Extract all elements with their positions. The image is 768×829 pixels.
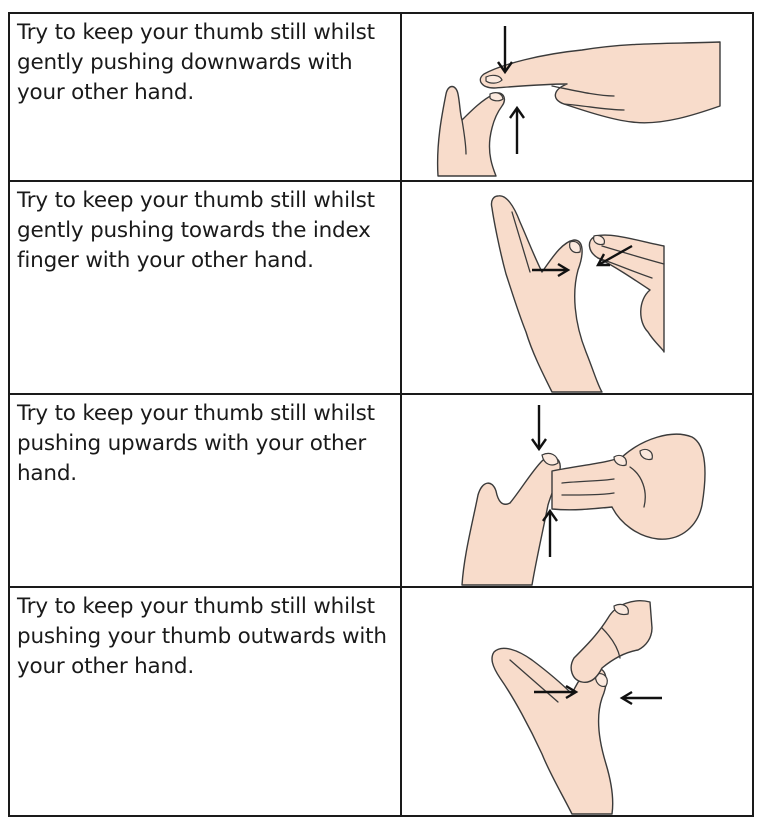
exercise-table [8, 12, 754, 817]
exercise-row [9, 394, 753, 587]
pressing-hand [571, 601, 652, 683]
illustration-cell [401, 587, 753, 816]
illustration-cell [401, 394, 753, 587]
hand-illustration [402, 588, 752, 815]
illustration-cell [401, 181, 753, 394]
pressing-hand [589, 235, 664, 352]
exercise-row [9, 13, 753, 181]
hand-illustration [402, 14, 752, 180]
pressing-hand [552, 434, 705, 539]
arrow-left-icon [622, 692, 662, 704]
arrow-up-icon [510, 108, 524, 154]
thumb-hand [462, 457, 560, 585]
instruction-cell [9, 587, 401, 816]
instruction-text: Try to keep your thumb still whilst gently pushing towards the index finger with your other hand. [17, 188, 375, 273]
hand-illustration [402, 182, 752, 393]
exercise-row [9, 587, 753, 816]
arrow-up-icon [543, 511, 557, 557]
illustration-cell [401, 13, 753, 181]
hand-illustration [402, 395, 752, 586]
thumb-hand [491, 196, 602, 392]
instruction-text: Try to keep your thumb still whilst gently pushing downwards with your other hand. [17, 20, 375, 105]
instruction-cell [9, 394, 401, 587]
exercise-row [9, 181, 753, 394]
instruction-cell [9, 13, 401, 181]
arrow-down-icon [498, 26, 512, 72]
instruction-cell [9, 181, 401, 394]
arrow-down-icon [532, 405, 546, 449]
instruction-text: Try to keep your thumb still whilst pushing upwards with your other hand. [17, 401, 375, 486]
instruction-text: Try to keep your thumb still whilst pushing your thumb outwards with your other hand. [17, 594, 387, 679]
